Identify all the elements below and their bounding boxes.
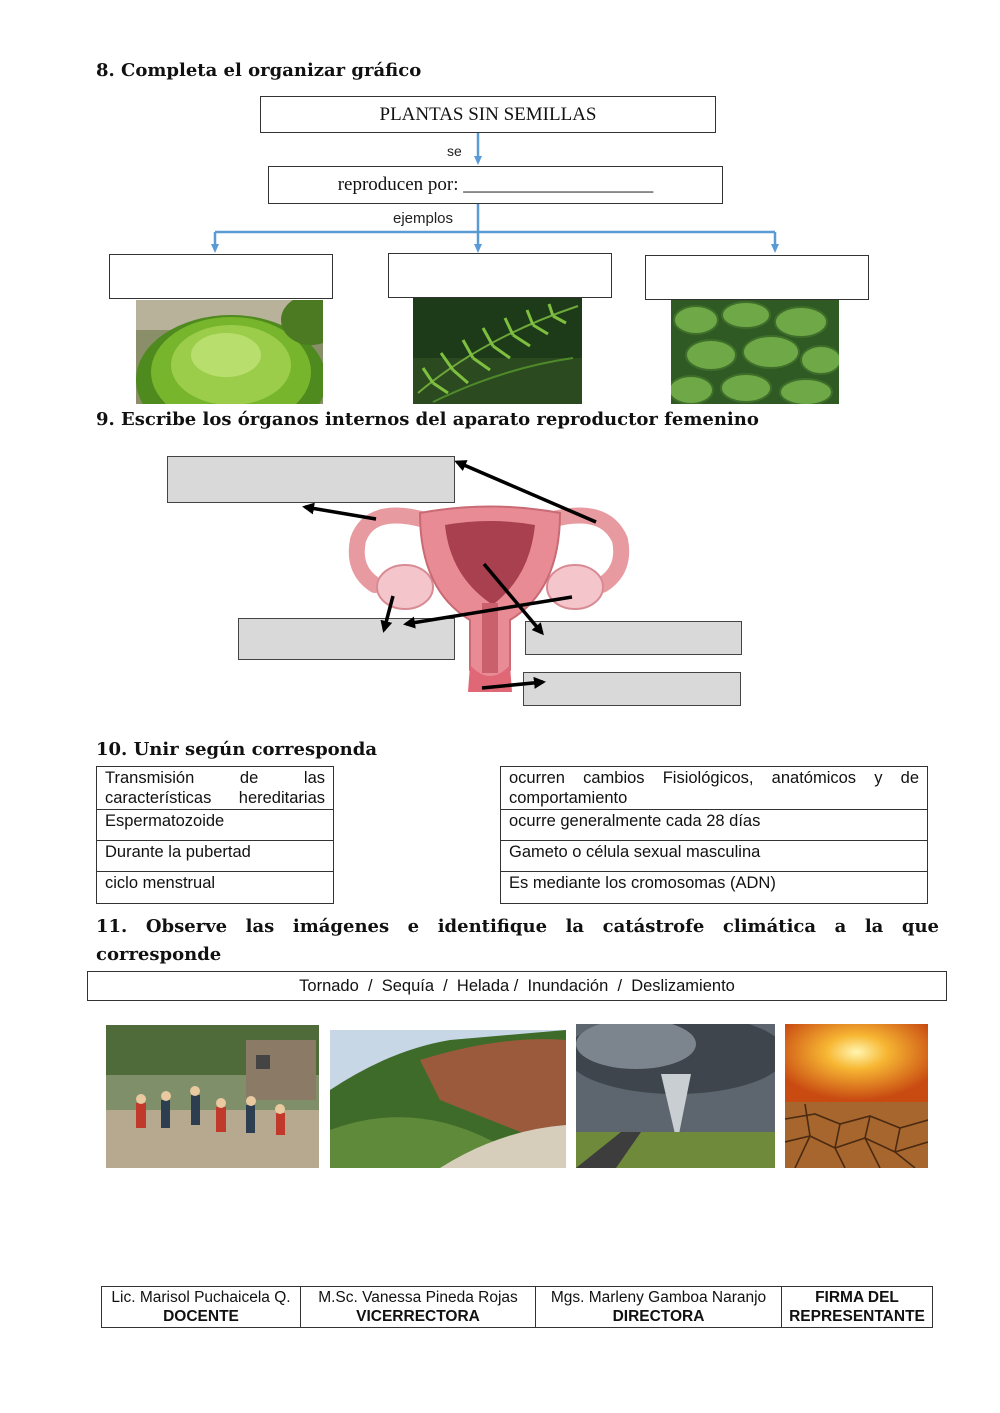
signature-cell-directora	[536, 1287, 782, 1328]
flood-illustration	[106, 1025, 319, 1168]
signature-name: FIRMA DEL	[815, 1289, 899, 1306]
q9-heading: 9. Escribe los órganos internos del aparato reproductor femenino	[96, 409, 759, 430]
matching-left-text: Transmisión de las características hereditarias	[105, 769, 325, 807]
signature-name: Mgs. Marleny Gamboa Naranjo	[550, 1289, 767, 1306]
arrow-to-box-1b	[305, 507, 376, 519]
middle-concept-label: reproducen por: ____________________	[337, 174, 654, 195]
drought-illustration	[785, 1024, 928, 1168]
flood-image	[106, 1025, 319, 1168]
matching-left-row[interactable]	[97, 872, 334, 904]
catastrophe-options: Tornado / Sequía / Helada / Inundación / Deslizamiento	[299, 976, 735, 995]
q10-heading: 10. Unir según corresponda	[96, 739, 378, 760]
signature-role: DOCENTE	[163, 1308, 239, 1325]
matching-left-text: Espermatozoide	[97, 810, 334, 841]
landslide-illustration	[330, 1030, 566, 1168]
matching-left-row[interactable]	[97, 810, 334, 841]
q11-heading	[96, 913, 939, 969]
matching-right-text: ocurren cambios Fisiológicos, anatómicos y de comportamiento	[509, 769, 919, 807]
connector-se-label: se	[447, 143, 462, 159]
matching-right-row[interactable]	[501, 841, 928, 872]
matching-right-text: Es mediante los cromosomas (ADN)	[501, 872, 928, 904]
signature-role: VICERRECTORA	[356, 1308, 480, 1325]
signature-table	[101, 1286, 933, 1328]
matching-right-column	[500, 766, 928, 904]
tornado-illustration	[576, 1024, 775, 1168]
matching-left-column	[96, 766, 334, 904]
q11-heading-line1: 11. Observe las imágenes e identifique la catástrofe climática a la que	[96, 916, 939, 937]
signature-cell-representante	[782, 1287, 933, 1328]
signature-role: REPRESENTANTE	[789, 1308, 925, 1325]
connector-examples-label: ejemplos	[393, 210, 454, 227]
matching-right-row[interactable]	[501, 872, 928, 904]
signature-cell-docente	[102, 1287, 301, 1328]
matching-left-row[interactable]	[97, 841, 334, 872]
drought-image	[785, 1024, 928, 1168]
arrow-to-box-1a	[457, 462, 596, 522]
landslide-image	[330, 1030, 566, 1168]
signature-name: M.Sc. Vanessa Pineda Rojas	[318, 1289, 518, 1306]
top-concept-label: PLANTAS SIN SEMILLAS	[379, 103, 597, 125]
matching-right-row[interactable]	[501, 767, 928, 810]
matching-left-row[interactable]	[97, 767, 334, 810]
matching-left-text: Durante la pubertad	[97, 841, 334, 872]
matching-right-text: ocurre generalmente cada 28 días	[501, 810, 928, 841]
catastrophe-options-box	[87, 971, 947, 1001]
q11-heading-line2: corresponde	[96, 944, 222, 965]
signature-cell-vicerrectora	[301, 1287, 536, 1328]
arrow-to-box-2a	[384, 596, 393, 630]
tornado-image	[576, 1024, 775, 1168]
matching-right-text: Gameto o célula sexual masculina	[501, 841, 928, 872]
q8-heading: 8. Completa el organizar gráfico	[96, 60, 422, 81]
arrow-to-box-4	[482, 682, 543, 688]
matching-left-text: ciclo menstrual	[97, 872, 334, 904]
matching-right-row[interactable]	[501, 810, 928, 841]
signature-role: DIRECTORA	[612, 1308, 705, 1325]
signature-name: Lic. Marisol Puchaicela Q.	[111, 1289, 291, 1306]
arrow-to-box-3	[484, 564, 542, 633]
arrow-to-box-2b	[406, 597, 572, 624]
